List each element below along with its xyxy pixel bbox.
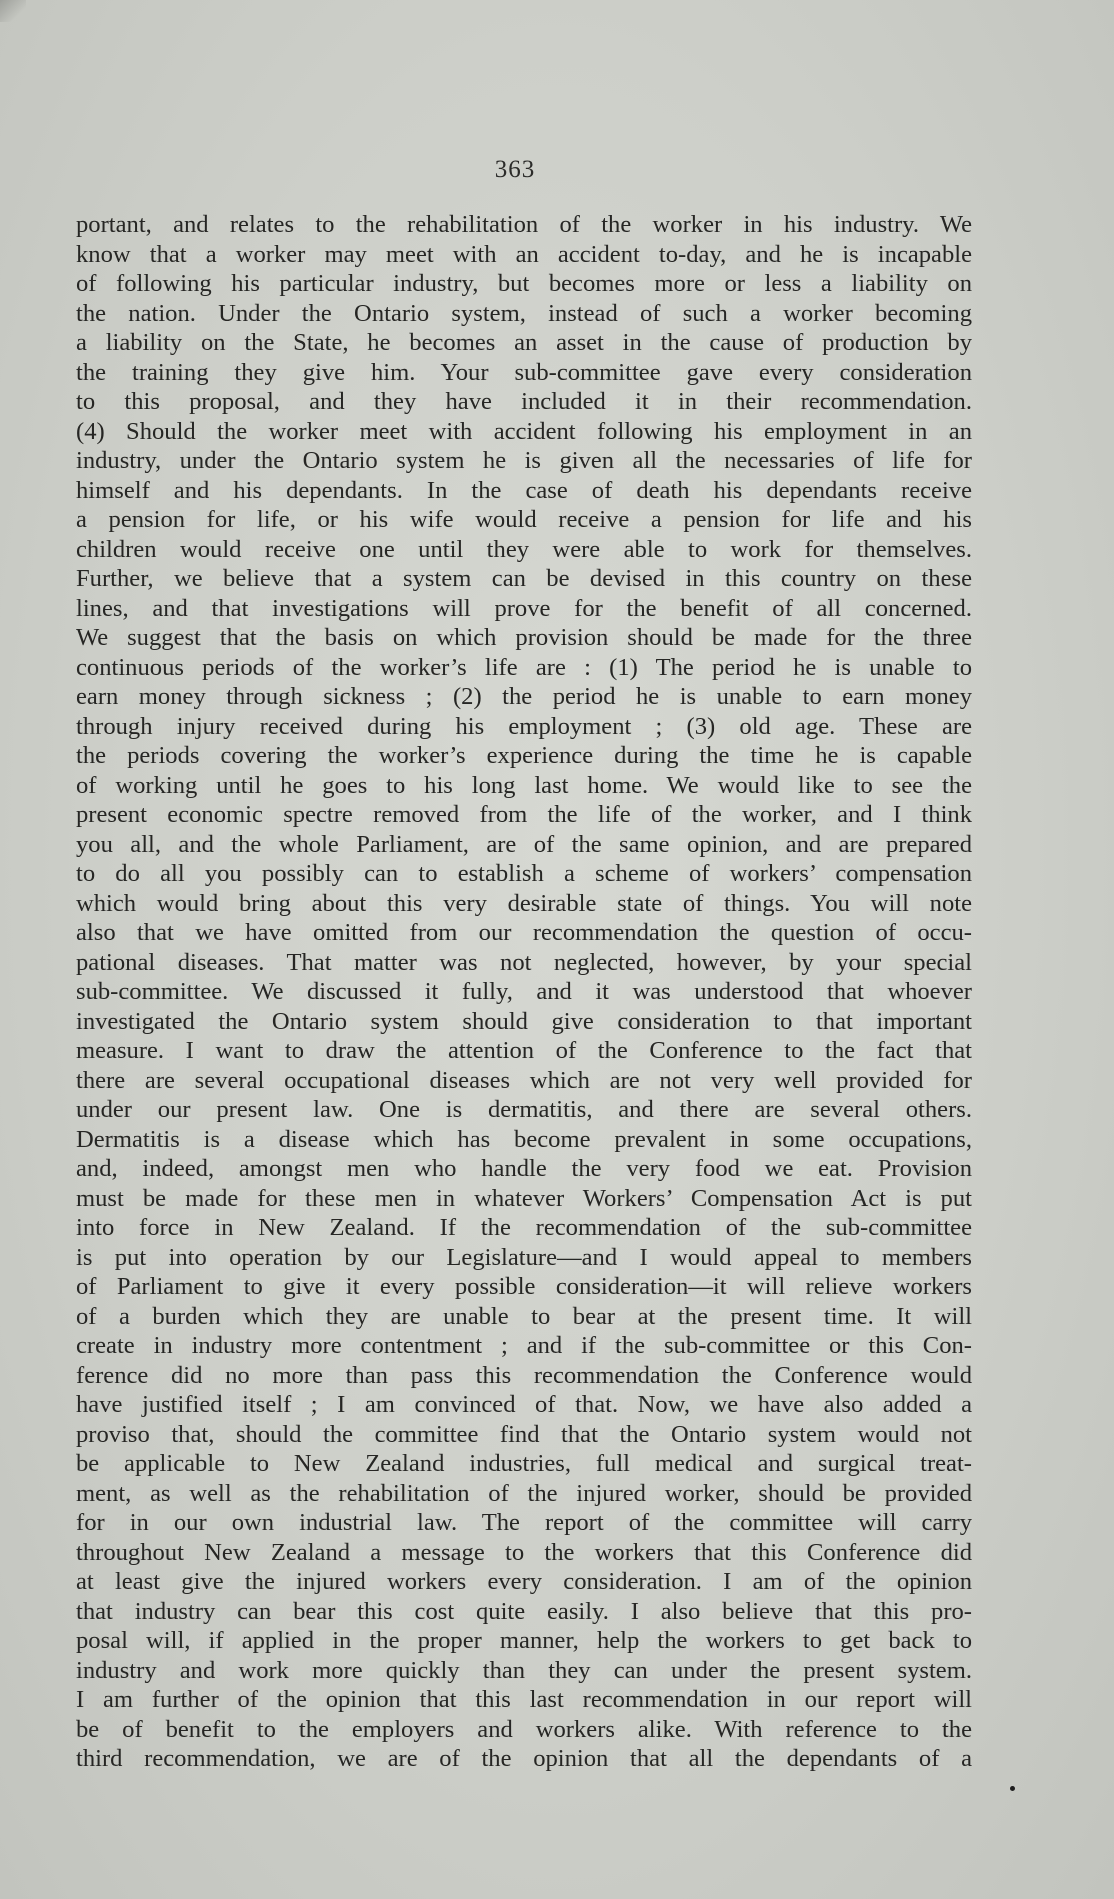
text-line: continuous periods of the worker’s life are : (1) The period he is unable to [76,653,972,681]
text-line: measure. I want to draw the attention of the Conference to the fact that [76,1037,972,1064]
body-text [76,210,972,1774]
text-line: Dermatitis is a disease which has become prevalent in some occupations, [76,1125,972,1153]
text-line: to do all you possibly can to establish a scheme of workers’ compensation [76,860,972,887]
text-line: through injury received during his employment ; (3) old age. These are [76,712,972,740]
text-line: is put into operation by our Legislature—and I would appeal to members [76,1243,972,1271]
text-line: present economic spectre removed from the life of the worker, and I think [76,801,972,828]
text-line: which would bring about this very desirable state of things. You will note [76,889,972,917]
text-line: there are several occupational diseases which are not very well provided for [76,1066,972,1094]
text-line: the training they give him. Your sub-committee gave every consideration [76,358,972,386]
text-line: you all, and the whole Parliament, are of the same opinion, and are prepared [76,830,972,858]
text-line: create in industry more contentment ; and if the sub-committee or this Con- [76,1332,972,1359]
text-line: Further, we believe that a system can be devised in this country on these [76,565,972,592]
text-line: I am further of the opinion that this last recommendation in our report will [76,1686,972,1713]
text-line: proviso that, should the committee find that the Ontario system would not [76,1420,972,1448]
text-line: at least give the injured workers every consideration. I am of the opinion [76,1568,972,1595]
text-line: pational diseases. That matter was not neglected, however, by your special [76,948,972,976]
text-line: that industry can bear this cost quite easily. I also believe that this pro- [76,1597,972,1625]
page-corner-shadow [0,0,26,22]
text-line: the periods covering the worker’s experience during the time he is capable [76,742,972,769]
text-line: to this proposal, and they have included it in their recommendation. [76,388,972,415]
text-line: earn money through sickness ; (2) the period he is unable to earn money [76,683,972,710]
text-line: and, indeed, amongst men who handle the very food we eat. Provision [76,1155,972,1182]
text-line: We suggest that the basis on which provision should be made for the three [76,624,972,651]
text-line: under our present law. One is dermatitis, and there are several others. [76,1096,972,1123]
page-number: 363 [494,156,536,183]
text-line: know that a worker may meet with an accident to-day, and he is incapable [76,240,972,268]
text-line: ment, as well as the rehabilitation of the injured worker, should be provided [76,1479,972,1507]
text-line: the nation. Under the Ontario system, instead of such a worker becoming [76,299,972,327]
text-line: of Parliament to give it every possible consideration—it will relieve workers [76,1273,972,1300]
text-line: sub-committee. We discussed it fully, and it was understood that whoever [76,978,972,1005]
text-line: investigated the Ontario system should give consideration to that important [76,1007,972,1035]
text-line: have justified itself ; I am convinced of that. Now, we have also added a [76,1391,972,1418]
text-line: posal will, if applied in the proper manner, help the workers to get back to [76,1627,972,1654]
text-line: a pension for life, or his wife would receive a pension for life and his [76,506,972,533]
text-line: portant, and relates to the rehabilitation of the worker in his industry. We [76,211,972,238]
text-line: also that we have omitted from our recommendation the question of occu- [76,919,972,946]
text-line: must be made for these men in whatever Workers’ Compensation Act is put [76,1184,972,1212]
text-line: of following his particular industry, but becomes more or less a liability on [76,270,972,297]
text-line: into force in New Zealand. If the recommendation of the sub-committee [76,1214,972,1241]
text-line: industry and work more quickly than they can under the present system. [76,1656,972,1684]
ink-speck [1010,1786,1015,1791]
text-line: industry, under the Ontario system he is given all the necessaries of life for [76,447,972,474]
text-line: be applicable to New Zealand industries, full medical and surgical treat- [76,1450,972,1477]
text-line: be of benefit to the employers and workers alike. With reference to the [76,1715,972,1743]
text-line: for in our own industrial law. The report of the committee will carry [76,1509,972,1536]
text-line: (4) Should the worker meet with accident following his employment in an [76,417,972,445]
text-line: himself and his dependants. In the case of death his dependants receive [76,476,972,504]
text-line: children would receive one until they were able to work for themselves. [76,535,972,563]
text-line: third recommendation, we are of the opinion that all the dependants of a [76,1745,972,1772]
text-line: throughout New Zealand a message to the workers that this Conference did [76,1538,972,1566]
text-line: a liability on the State, he becomes an asset in the cause of production by [76,329,972,356]
text-line: ference did no more than pass this recommendation the Conference would [76,1361,972,1389]
text-line: of working until he goes to his long last home. We would like to see the [76,771,972,799]
text-line: of a burden which they are unable to bear at the present time. It will [76,1302,972,1330]
text-line: lines, and that investigations will prove for the benefit of all concerned. [76,594,972,622]
